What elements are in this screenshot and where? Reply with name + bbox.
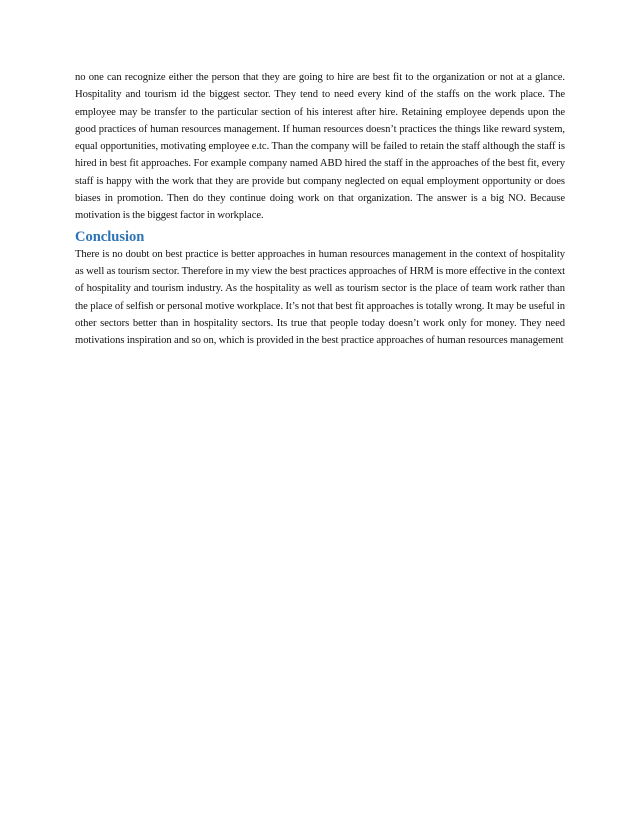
- conclusion-paragraph: There is no doubt on best practice is better approaches in human resources management in the context of hospitality as well as tourism sector. Therefore in my view the best practices approaches of HRM is more effective in the context of hospitality and tourism industry. As the hospitality as well as tourism sector is the place of team work rather than the place of selfish or personal motive workplace. It’s not that best fit approaches is totally wrong. It may be useful in other sectors better than in hospitality sectors. Its true that people today doesn’t work only for money. They need motivations inspiration and so on, which is provided in the best practice approaches of human resources management: [75, 248, 565, 347]
- body-paragraph: no one can recognize either the person that they are going to hire are best fit to the organization or not at a glance. Hospitality and tourism id the biggest sector. They tend to need every kind of the staffs on the work place. The employee may be transfer to the particular section of his interest after hire. Retaining employee depends upon the good practices of human resources management. If human resources doesn’t practices the things like reward system, equal opportunities, motivating employee e.tc. Than the company will be failed to retain the staff although the staff is hired in best fit approaches. For example company named ABD hired the staff in the approaches of the best fit, every staff is happy with the work that they are provide but company neglected on equal employment opportunity or does biases in promotion. Then do they continue doing work on that organization. The answer is a big NO. Because motivation is the biggest factor in workplace.: [75, 72, 565, 222]
- document-page: [75, 69, 565, 349]
- section-heading-conclusion: Conclusion: [75, 228, 145, 245]
